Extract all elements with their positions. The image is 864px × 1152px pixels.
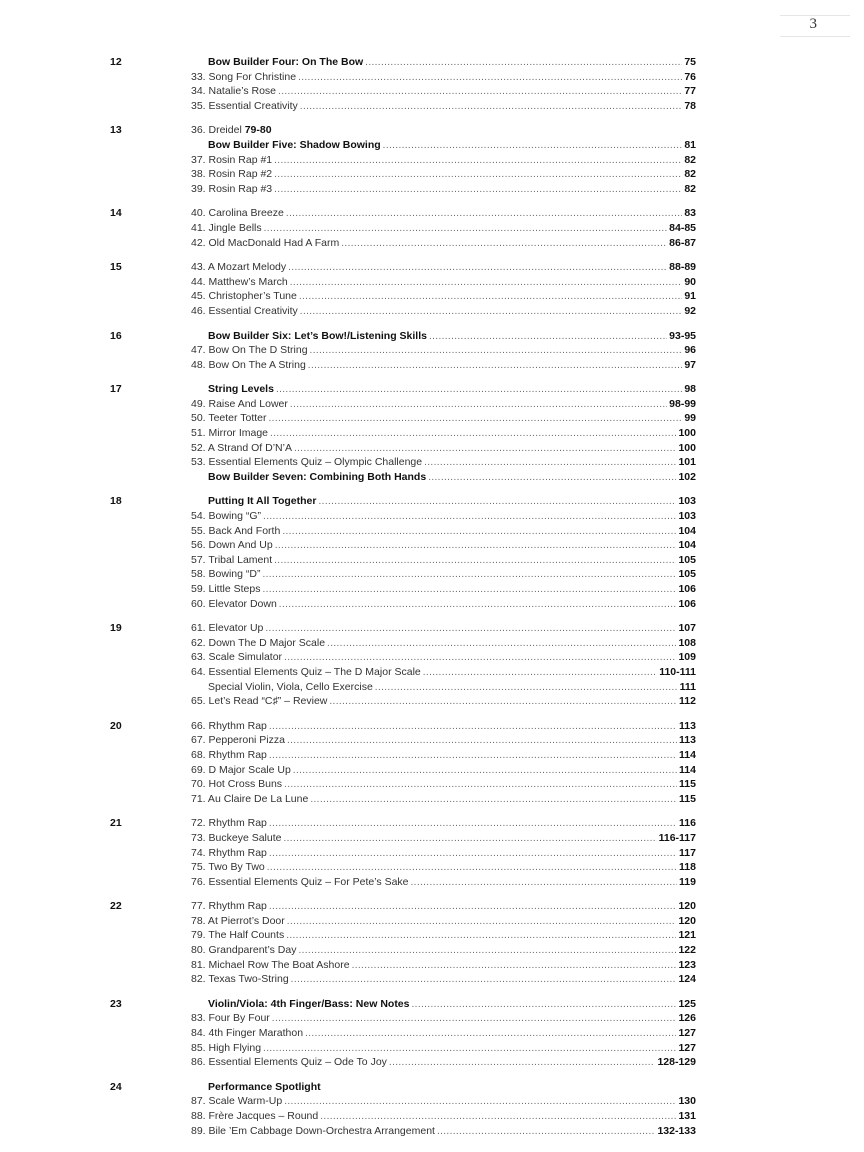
toc-lesson-group	[0, 123, 864, 196]
toc-entry-page: 84-85	[669, 221, 696, 234]
dot-leader	[284, 1095, 676, 1110]
toc-entry-page: 91	[684, 290, 696, 303]
toc-entry-title: 57. Tribal Lament	[191, 553, 273, 566]
toc-entry-title: 43. A Mozart Melody	[191, 261, 287, 274]
dot-leader	[269, 720, 677, 735]
toc-entry-page: 127	[678, 1027, 696, 1040]
toc-entry-title: 56. Down And Up	[191, 539, 273, 552]
toc-entry-page: 113	[679, 719, 696, 732]
toc-entry-page: 112	[679, 695, 696, 708]
dot-leader	[284, 651, 676, 666]
toc-entry-title: 47. Bow On The D String	[191, 344, 308, 357]
toc-entry	[191, 733, 696, 748]
toc-entry-page: 120	[678, 914, 696, 927]
toc-entry-title: 37. Rosin Rap #1	[191, 153, 273, 166]
toc-entry-page: 88-89	[669, 261, 696, 274]
toc-entry-title: 44. Matthew’s March	[191, 275, 288, 288]
toc-entry	[191, 1124, 696, 1139]
dot-leader	[263, 1042, 676, 1057]
toc-entry-page: 116-117	[658, 831, 696, 844]
dot-leader	[262, 568, 676, 583]
dot-leader	[286, 929, 676, 944]
toc-entry-title: 73. Buckeye Salute	[191, 831, 282, 844]
toc-entry	[191, 221, 696, 236]
toc-entry-title: 62. Down The D Major Scale	[191, 636, 326, 649]
dot-leader	[383, 139, 683, 154]
lesson-number: 14	[110, 207, 122, 220]
toc-entry-title: 58. Bowing “D”	[191, 568, 261, 581]
dot-leader	[429, 330, 667, 345]
toc-lesson-group	[0, 816, 864, 889]
toc-entry-title: 49. Raise And Lower	[191, 397, 288, 410]
toc-entry-page: 124	[678, 973, 696, 986]
toc-entry	[191, 928, 696, 943]
toc-entry	[191, 650, 696, 665]
toc-entry	[191, 55, 696, 70]
toc-entry-title: 45. Christopher’s Tune	[191, 290, 297, 303]
toc-entry	[191, 470, 696, 485]
toc-lesson-group	[0, 621, 864, 709]
dot-leader	[279, 598, 677, 613]
lesson-number: 18	[110, 495, 122, 508]
toc-entry	[191, 1011, 696, 1026]
dot-leader	[319, 495, 677, 510]
dot-leader	[264, 222, 668, 237]
toc-entry	[191, 621, 696, 636]
toc-entry-page: 114	[679, 748, 696, 761]
toc-entry	[191, 846, 696, 861]
toc-entry-title: 46. Essential Creativity	[191, 304, 298, 317]
toc-entry-title: 72. Rhythm Rap	[191, 817, 267, 830]
dot-leader	[320, 1110, 676, 1125]
toc-entry	[191, 860, 696, 875]
toc-entry-title: 50. Teeter Totter	[191, 412, 267, 425]
dot-leader	[437, 1125, 656, 1140]
toc-entry-title: 40. Carolina Breeze	[191, 207, 284, 220]
toc-entry-title: 79. The Half Counts	[191, 929, 285, 942]
toc-entry	[191, 792, 696, 807]
toc-entry-page: 130	[678, 1095, 696, 1108]
toc-entry-page: 127	[678, 1041, 696, 1054]
toc-entry	[191, 816, 696, 831]
toc-entry-title: 86. Essential Elements Quiz – Ode To Joy	[191, 1056, 387, 1069]
dot-leader	[298, 71, 682, 86]
lesson-number: 15	[110, 261, 122, 274]
toc-entry-page: 101	[678, 456, 696, 469]
toc-entry-page: 121	[678, 929, 696, 942]
lesson-number: 19	[110, 622, 122, 635]
toc-entry-title: 69. D Major Scale Up	[191, 763, 291, 776]
toc-entry-title: 67. Pepperoni Pizza	[191, 734, 285, 747]
toc-entry-title: 61. Elevator Up	[191, 622, 264, 635]
dot-leader	[294, 442, 677, 457]
toc-entry-title: 83. Four By Four	[191, 1012, 270, 1025]
toc-entry	[191, 260, 696, 275]
toc-lesson-group	[0, 206, 864, 250]
dot-leader	[287, 734, 677, 749]
toc-entry	[191, 1026, 696, 1041]
toc-entry-title: 75. Two By Two	[191, 861, 265, 874]
toc-entry	[191, 553, 696, 568]
toc-entry	[191, 997, 696, 1012]
toc-entry-title: 82. Texas Two-String	[191, 973, 289, 986]
toc-entry-title: 71. Au Claire De La Lune	[191, 792, 309, 805]
dot-leader	[270, 427, 676, 442]
toc-entry-title: 48. Bow On The A String	[191, 358, 306, 371]
lesson-number: 24	[110, 1080, 122, 1093]
toc-entry	[191, 382, 696, 397]
toc-entry-title: 63. Scale Simulator	[191, 651, 283, 664]
toc-entry-title: 34. Natalie’s Rose	[191, 85, 277, 98]
toc-entry	[191, 875, 696, 890]
toc-entry	[191, 777, 696, 792]
toc-entry-title: Bow Builder Seven: Combining Both Hands	[208, 470, 427, 483]
toc-lesson-group	[0, 997, 864, 1070]
toc-entry	[191, 206, 696, 221]
dot-leader	[293, 764, 677, 779]
dot-leader	[287, 915, 677, 930]
toc-entry-page: 98-99	[669, 397, 696, 410]
toc-entry	[191, 1055, 696, 1070]
dot-leader	[365, 56, 682, 71]
toc-entry-title: Bow Builder Four: On The Bow	[208, 56, 364, 68]
dot-leader	[272, 1012, 677, 1027]
toc-entry	[191, 1094, 696, 1109]
dot-leader	[310, 344, 683, 359]
toc-entry	[191, 329, 696, 344]
toc-entry	[191, 275, 696, 290]
toc-entry-page: 105	[678, 553, 696, 566]
toc-entry-page: 82	[684, 153, 696, 166]
toc-entry-page: 102	[678, 470, 696, 483]
dot-leader	[428, 471, 676, 486]
toc-entry	[191, 411, 696, 426]
toc-entry-title: Performance Spotlight	[208, 1080, 321, 1093]
toc-entry-title: 35. Essential Creativity	[191, 99, 298, 112]
toc-entry	[191, 943, 696, 958]
toc-entry-page: 106	[678, 583, 696, 595]
dot-leader	[310, 793, 677, 808]
dot-leader	[278, 85, 682, 100]
lesson-number: 22	[110, 900, 122, 913]
toc-lesson-group	[0, 719, 864, 807]
dot-leader	[283, 832, 656, 847]
lesson-number: 20	[110, 719, 122, 732]
toc-entry-page: 108	[678, 636, 696, 649]
toc-entry-page: 118	[679, 861, 696, 874]
dot-leader	[262, 583, 676, 598]
dot-leader	[275, 539, 677, 554]
toc-entry	[191, 358, 696, 373]
lesson-number: 13	[110, 124, 122, 137]
dot-leader	[269, 749, 677, 764]
toc-entry-page: 119	[679, 875, 696, 888]
toc-entry-page: 115	[679, 778, 696, 791]
toc-entry-page: 83	[684, 207, 696, 220]
toc-entry	[191, 972, 696, 987]
toc-entry-title: 64. Essential Elements Quiz – The D Major Scale	[191, 665, 421, 678]
toc-entry-title: Violin/Viola: 4th Finger/Bass: New Notes	[208, 997, 410, 1010]
toc-entry	[191, 153, 696, 168]
toc-entry-title: Bow Builder Five: Shadow Bowing	[208, 138, 381, 151]
toc-entry-page: 107	[678, 622, 696, 635]
toc-entry-page: 116	[679, 817, 696, 830]
lesson-number: 12	[110, 56, 122, 68]
toc-entry-page: 100	[678, 427, 696, 440]
toc-entry	[191, 123, 696, 138]
toc-entry	[191, 84, 696, 99]
toc-entry	[191, 70, 696, 85]
toc-entry-page: 110-111	[659, 665, 696, 678]
dot-leader	[299, 290, 682, 305]
toc-entry	[191, 680, 696, 695]
toc-entry-title: 77. Rhythm Rap	[191, 900, 267, 913]
dot-leader	[327, 637, 676, 652]
dot-leader	[269, 847, 677, 862]
toc-entry-title: 70. Hot Cross Buns	[191, 778, 283, 791]
toc-entry-page: 128-129	[657, 1056, 696, 1069]
dot-leader	[284, 778, 677, 793]
toc-entry-page: 106	[678, 597, 696, 610]
toc-entry-title: 66. Rhythm Rap	[191, 719, 267, 732]
toc-entry-title: 60. Elevator Down	[191, 597, 277, 610]
dot-leader	[274, 154, 682, 169]
page-number: 3	[809, 16, 817, 32]
toc-entry-title: 51. Mirror Image	[191, 427, 269, 440]
toc-entry-title: 80. Grandparent’s Day	[191, 944, 297, 957]
toc-entry-page: 115	[679, 792, 696, 805]
toc-entry-title: 53. Essential Elements Quiz – Olympic Challenge	[191, 456, 423, 469]
lesson-number: 17	[110, 383, 122, 396]
toc-entry-page: 92	[684, 304, 696, 317]
dot-leader	[265, 622, 676, 637]
toc-entry-page: 114	[679, 763, 696, 776]
toc-entry-title: String Levels	[208, 383, 274, 396]
toc-entry	[191, 831, 696, 846]
dot-leader	[329, 695, 677, 710]
toc-entry	[191, 538, 696, 553]
toc-entry-title: 59. Little Steps	[191, 583, 261, 595]
toc-entry	[191, 455, 696, 470]
toc-entry-title: 36. Dreidel	[191, 124, 242, 137]
dot-leader	[375, 681, 678, 696]
toc-lesson-group	[0, 494, 864, 611]
toc-entry-page: 86-87	[669, 236, 696, 249]
toc-entry-title: 89. Bile ’Em Cabbage Down-Orchestra Arrangement	[191, 1124, 435, 1137]
toc-entry	[191, 426, 696, 441]
toc-entry-title: 42. Old MacDonald Had A Farm	[191, 236, 340, 249]
toc-lesson-group	[0, 382, 864, 484]
toc-entry-page: 125	[678, 997, 696, 1010]
toc-entry-page: 76	[684, 70, 696, 83]
toc-entry	[191, 719, 696, 734]
toc-entry	[191, 1109, 696, 1124]
toc-entry-title: 38. Rosin Rap #2	[191, 168, 273, 181]
dot-leader	[269, 900, 677, 915]
dot-leader	[276, 383, 682, 398]
toc-entry	[191, 597, 696, 612]
toc-entry	[191, 1080, 696, 1095]
toc-lesson-group	[0, 55, 864, 113]
dot-leader	[282, 525, 676, 540]
toc-entry	[191, 636, 696, 651]
toc-lesson-group	[0, 1080, 864, 1138]
toc-entry-page: 98	[684, 383, 696, 396]
toc-entry-page: 82	[684, 182, 696, 195]
dot-leader	[267, 861, 677, 876]
toc-lesson-group	[0, 899, 864, 987]
dot-leader	[290, 398, 667, 413]
toc-entry-page: 117	[679, 846, 696, 859]
toc-entry	[191, 899, 696, 914]
dot-leader	[288, 261, 667, 276]
dot-leader	[274, 554, 676, 569]
toc-entry-page: 120	[678, 900, 696, 913]
dot-leader	[424, 456, 676, 471]
toc-entry-page: 103	[678, 495, 696, 508]
dot-leader	[300, 100, 683, 115]
dot-leader	[305, 1027, 676, 1042]
toc-entry-page: 99	[684, 412, 696, 425]
toc-entry-page: 111	[679, 680, 696, 693]
dot-leader	[298, 944, 676, 959]
dot-leader	[286, 207, 683, 222]
toc-entry	[191, 582, 696, 597]
dot-leader	[291, 973, 677, 988]
toc-entry-title: 54. Bowing “G”	[191, 510, 262, 523]
toc-entry-page: 75	[684, 56, 696, 68]
toc-entry-page: 79-80	[241, 124, 272, 137]
toc-entry-page: 100	[678, 441, 696, 454]
toc-entry-title: 52. A Strand Of D’N’A	[191, 441, 292, 454]
toc-entry-page: 82	[684, 168, 696, 181]
dot-leader	[300, 305, 683, 320]
toc-entry-title: 84. 4th Finger Marathon	[191, 1027, 304, 1040]
toc-entry-page: 93-95	[669, 329, 696, 342]
toc-entry	[191, 236, 696, 251]
toc-entry-page: 104	[678, 539, 696, 552]
toc-entry-title: 87. Scale Warm-Up	[191, 1095, 283, 1108]
toc-entry-page: 126	[678, 1012, 696, 1025]
toc-entry-title: Bow Builder Six: Let’s Bow!/Listening Skills	[208, 329, 427, 342]
toc-entry-page: 104	[678, 524, 696, 537]
toc-entry	[191, 99, 696, 114]
toc-entry	[191, 397, 696, 412]
toc-entry-title: 33. Song For Christine	[191, 70, 297, 83]
toc-lesson-group	[0, 329, 864, 373]
toc-entry-page: 78	[684, 99, 696, 112]
toc-entry	[191, 509, 696, 524]
toc-entry-page: 90	[684, 275, 696, 288]
toc-entry-title: 81. Michael Row The Boat Ashore	[191, 958, 350, 971]
table-of-contents	[0, 55, 864, 1138]
toc-entry-page: 123	[678, 958, 696, 971]
toc-entry-page: 96	[684, 344, 696, 357]
toc-entry	[191, 694, 696, 709]
toc-entry	[191, 304, 696, 319]
toc-entry	[191, 567, 696, 582]
toc-entry	[191, 524, 696, 539]
toc-entry-title: 88. Frère Jacques – Round	[191, 1110, 319, 1122]
toc-entry-title: 39. Rosin Rap #3	[191, 182, 273, 195]
dot-leader	[341, 237, 667, 252]
toc-entry-page: 81	[684, 138, 696, 151]
toc-entry	[191, 441, 696, 456]
toc-entry-page: 132-133	[657, 1124, 696, 1137]
dot-leader	[274, 183, 682, 198]
toc-entry-page: 103	[678, 510, 696, 523]
toc-entry-page: 109	[678, 651, 696, 664]
toc-entry-title: Special Violin, Viola, Cello Exercise	[208, 680, 373, 693]
toc-entry	[191, 1041, 696, 1056]
dot-leader	[412, 998, 677, 1013]
toc-entry-title: 76. Essential Elements Quiz – For Pete’s Sake	[191, 875, 409, 888]
toc-entry	[191, 763, 696, 778]
dot-leader	[389, 1056, 656, 1071]
toc-entry-title: 68. Rhythm Rap	[191, 748, 267, 761]
dot-leader	[269, 817, 677, 832]
toc-entry-title: 78. At Pierrot’s Door	[191, 914, 285, 927]
toc-entry-page: 113	[679, 734, 696, 747]
dot-leader	[308, 359, 683, 374]
toc-entry	[191, 343, 696, 358]
toc-entry-title: Putting It All Together	[208, 495, 317, 508]
toc-entry	[191, 914, 696, 929]
dot-leader	[411, 876, 678, 891]
toc-entry	[191, 167, 696, 182]
toc-entry	[191, 289, 696, 304]
toc-lesson-group	[0, 260, 864, 318]
dot-leader	[290, 276, 683, 291]
toc-entry	[191, 665, 696, 680]
toc-entry-page: 97	[684, 358, 696, 371]
toc-entry-title: 55. Back And Forth	[191, 524, 281, 537]
dot-leader	[263, 510, 676, 525]
dot-leader	[423, 666, 657, 681]
lesson-number: 23	[110, 997, 122, 1010]
dot-leader	[269, 412, 683, 427]
toc-entry-title: 41. Jingle Bells	[191, 221, 262, 234]
toc-entry-page: 105	[678, 568, 696, 581]
toc-entry-title: 65. Let’s Read “C♯” – Review	[191, 695, 328, 708]
toc-entry-title: 74. Rhythm Rap	[191, 846, 267, 859]
dot-leader	[352, 959, 677, 974]
toc-entry-page: 131	[678, 1110, 696, 1122]
toc-entry	[191, 958, 696, 973]
lesson-number: 16	[110, 329, 122, 342]
toc-entry	[191, 138, 696, 153]
toc-entry-title: 85. High Flying	[191, 1041, 262, 1054]
toc-entry	[191, 494, 696, 509]
lesson-number: 21	[110, 817, 122, 830]
toc-entry	[191, 182, 696, 197]
toc-entry-page: 77	[684, 85, 696, 98]
toc-entry-page: 122	[678, 944, 696, 957]
dot-leader	[274, 168, 682, 183]
toc-entry	[191, 748, 696, 763]
